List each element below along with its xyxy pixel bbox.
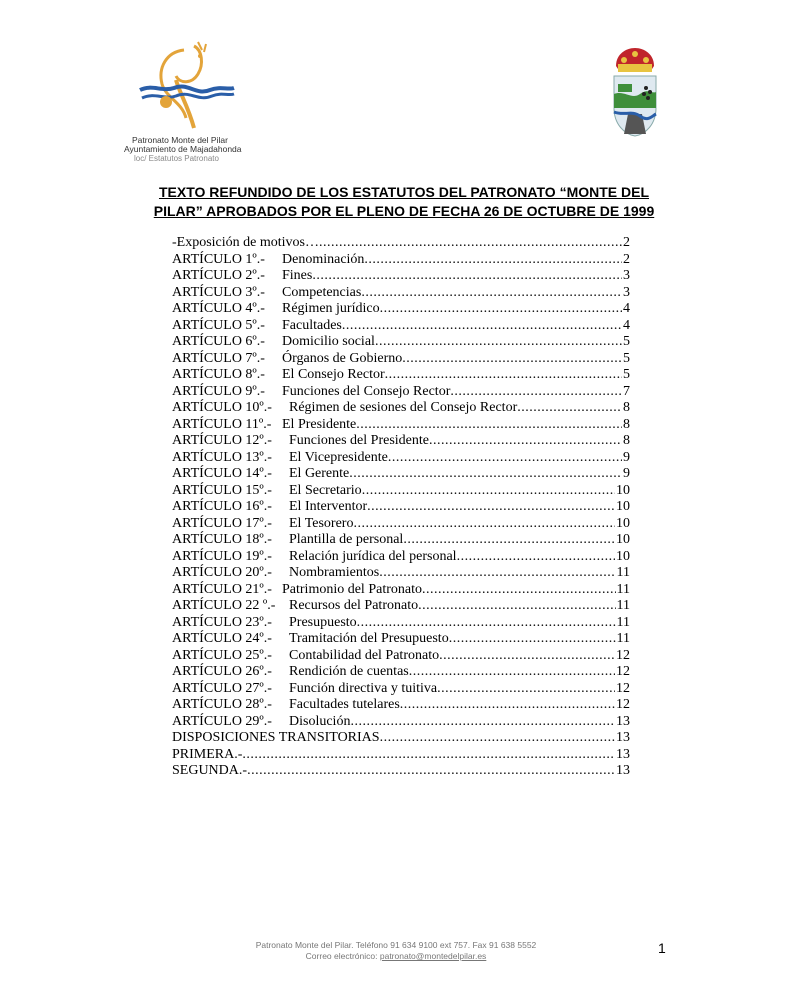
toc-entry-number: ARTÍCULO 18º.- (172, 532, 272, 547)
squirrel-logo-icon (136, 40, 236, 136)
toc-entry-title: Recursos del Patronato (289, 598, 419, 613)
toc-entry[interactable] (172, 549, 630, 566)
toc-entry-page: 8 (623, 400, 630, 415)
toc-leader-dots (418, 598, 615, 615)
table-of-contents (172, 235, 630, 780)
toc-entry-page: 9 (623, 449, 630, 465)
toc-leader-dots (403, 532, 615, 549)
toc-entry-page: 11 (616, 631, 630, 646)
toc-entry-number: ARTÍCULO 10º.- (172, 400, 272, 415)
toc-entry-page: 11 (616, 581, 630, 597)
toc-entry[interactable] (172, 466, 630, 483)
toc-entry-page: 13 (616, 713, 630, 729)
toc-entry[interactable] (172, 730, 630, 747)
toc-entry-page: 12 (616, 647, 630, 663)
logo-line-1: Patronato Monte del Pilar (132, 135, 228, 145)
toc-entry-number: ARTÍCULO 29º.- (172, 713, 272, 729)
toc-entry-page: 13 (616, 746, 630, 762)
document-title (130, 183, 678, 221)
toc-leader-dots (409, 664, 615, 681)
toc-leader-dots (247, 763, 615, 780)
toc-entry-page: 5 (623, 334, 630, 349)
footer-email-line (200, 951, 592, 962)
toc-leader-dots (402, 351, 622, 368)
toc-entry-title: Régimen de sesiones del Consejo Rector (289, 400, 518, 415)
toc-entry[interactable] (172, 318, 630, 335)
toc-entry[interactable] (172, 648, 630, 665)
toc-entry[interactable] (172, 598, 630, 615)
toc-leader-dots (380, 301, 622, 318)
toc-entry-title: El Consejo Rector (282, 367, 385, 382)
toc-leader-dots (429, 433, 622, 450)
toc-entry[interactable] (172, 252, 630, 269)
toc-entry[interactable] (172, 450, 630, 467)
toc-leader-dots (361, 285, 622, 302)
toc-leader-dots (350, 714, 615, 731)
footer-email-link[interactable]: patronato@montedelpilar.es (379, 951, 487, 961)
toc-entry-title: Fines (282, 268, 313, 283)
toc-leader-dots (388, 450, 622, 467)
toc-entry-title: Relación jurídica del personal (289, 548, 457, 564)
toc-entry-number: ARTÍCULO 16º.- (172, 499, 272, 514)
toc-entry-number: ARTÍCULO 27º.- (172, 680, 272, 696)
title-line-2: PILAR” APROBADOS POR EL PLENO DE FECHA 26 DE OCTUBRE DE 1999 (153, 203, 655, 219)
toc-entry-title: Rendición de cuentas (289, 664, 409, 679)
toc-entry-number: ARTÍCULO 24º.- (172, 631, 272, 646)
toc-entry-page: 11 (616, 598, 630, 613)
toc-entry-page: 8 (623, 416, 630, 432)
toc-entry-number: ARTÍCULO 5º.- (172, 317, 265, 333)
toc-leader-dots (242, 747, 615, 764)
toc-entry-page: 4 (623, 301, 630, 316)
toc-entry-title: Función directiva y tuitiva (289, 680, 438, 696)
toc-leader-dots (349, 466, 622, 483)
toc-entry-title: Patrimonio del Patronato (282, 581, 422, 597)
toc-entry[interactable] (172, 697, 630, 714)
toc-entry-page: 10 (616, 532, 630, 547)
toc-entry-page: 7 (623, 383, 630, 399)
toc-leader-dots (385, 367, 622, 384)
toc-entry-title: El Secretario (289, 482, 362, 498)
toc-entry[interactable] (172, 631, 630, 648)
toc-entry-number: ARTÍCULO 28º.- (172, 697, 272, 712)
toc-entry[interactable] (172, 400, 630, 417)
toc-entry[interactable] (172, 714, 630, 731)
toc-entry-page: 10 (616, 548, 630, 564)
toc-entry-number: ARTÍCULO 26º.- (172, 664, 272, 679)
toc-leader-dots (362, 483, 615, 500)
toc-entry-page: 13 (616, 763, 630, 778)
page-number: 1 (658, 940, 666, 956)
toc-entry-page: 12 (616, 680, 630, 696)
toc-entry-page: 13 (616, 730, 630, 745)
toc-entry-number: ARTÍCULO 4º.- (172, 301, 265, 316)
toc-entry[interactable] (172, 483, 630, 500)
document-reference: loc/ Estatutos Patronato (134, 154, 219, 163)
toc-entry-number: ARTÍCULO 8º.- (172, 367, 265, 382)
toc-entry-number: ARTÍCULO 14º.- (172, 466, 272, 481)
toc-entry-number: ARTÍCULO 1º.- (172, 251, 265, 267)
toc-entry-page: 5 (623, 350, 630, 366)
toc-entry[interactable] (172, 615, 630, 632)
toc-entry-number: ARTÍCULO 25º.- (172, 647, 272, 663)
toc-leader-dots (380, 730, 615, 747)
toc-entry-number: ARTÍCULO 3º.- (172, 284, 265, 300)
toc-entry-title: Presupuesto (289, 614, 357, 630)
toc-entry-page: 4 (623, 317, 630, 333)
toc-entry-number: ARTÍCULO 7º.- (172, 350, 265, 366)
toc-entry-number: ARTÍCULO 13º.- (172, 449, 272, 465)
toc-entry-page: 8 (623, 433, 630, 448)
toc-entry-title: Disolución (289, 713, 351, 729)
toc-entry-number: ARTÍCULO 20º.- (172, 565, 272, 580)
toc-entry-title: El Tesorero (289, 515, 354, 531)
toc-entry[interactable] (172, 351, 630, 368)
toc-leader-dots (400, 697, 615, 714)
toc-entry[interactable] (172, 499, 630, 516)
toc-entry-page: 2 (623, 235, 630, 250)
toc-entry[interactable] (172, 582, 630, 599)
toc-entry-title: Régimen jurídico (282, 301, 380, 316)
toc-entry[interactable] (172, 532, 630, 549)
toc-leader-dots (367, 499, 615, 516)
toc-entry-number: ARTÍCULO 2º.- (172, 268, 265, 283)
toc-entry-page: 10 (616, 482, 630, 498)
toc-entry[interactable] (172, 301, 630, 318)
toc-entry[interactable] (172, 747, 630, 764)
toc-entry[interactable] (172, 516, 630, 533)
toc-entry-page: 12 (616, 697, 630, 712)
toc-entry-title: El Presidente (282, 416, 357, 432)
toc-entry-page: 10 (616, 515, 630, 531)
toc-entry[interactable] (172, 417, 630, 434)
toc-entry[interactable] (172, 565, 630, 582)
toc-entry-title: Funciones del Consejo Rector (282, 383, 451, 399)
toc-entry-title: El Vicepresidente (289, 449, 388, 465)
toc-leader-dots (437, 681, 615, 698)
toc-entry-page: 12 (616, 664, 630, 679)
toc-entry-page: 9 (623, 466, 630, 481)
toc-entry[interactable] (172, 681, 630, 698)
toc-entry-number: ARTÍCULO 12º.- (172, 433, 272, 448)
toc-leader-dots (439, 648, 615, 665)
toc-leader-dots (342, 318, 622, 335)
footer-contact: Patronato Monte del Pilar. Teléfono 91 634 9100 ext 757. Fax 91 638 5552 (255, 940, 537, 950)
toc-leader-dots (364, 252, 622, 269)
toc-entry-number: ARTÍCULO 11º.- (172, 416, 272, 432)
toc-entry-number: ARTÍCULO 9º.- (172, 383, 265, 399)
toc-leader-dots (422, 582, 616, 599)
toc-entry[interactable] (172, 384, 630, 401)
toc-entry-page: 11 (616, 565, 630, 580)
toc-entry[interactable] (172, 433, 630, 450)
coat-of-arms-icon (610, 42, 660, 138)
toc-entry-title: Contabilidad del Patronato (289, 647, 440, 663)
toc-leader-dots (450, 384, 622, 401)
toc-leader-dots (357, 615, 616, 632)
toc-entry-number: ARTÍCULO 15º.- (172, 482, 272, 498)
toc-leader-dots (312, 268, 622, 285)
footer-email-label: Correo electrónico: (305, 951, 378, 961)
toc-entry-title: Plantilla de personal (289, 532, 404, 547)
toc-leader-dots (517, 400, 622, 417)
toc-entry-title: SEGUNDA.- (172, 763, 248, 778)
toc-leader-dots (457, 549, 615, 566)
toc-entry-title: Domicilio social (282, 334, 375, 349)
toc-entry-title: El Gerente (289, 466, 350, 481)
toc-leader-dots (375, 334, 622, 351)
toc-entry[interactable] (172, 367, 630, 384)
toc-entry-title: PRIMERA.- (172, 746, 243, 762)
toc-entry-title: Competencias (282, 284, 362, 300)
toc-entry-number: ARTÍCULO 17º.- (172, 515, 272, 531)
toc-entry-title: Órganos de Gobierno (282, 350, 403, 366)
toc-entry-title: -Exposición de motivos… (172, 235, 319, 250)
toc-entry-page: 11 (616, 614, 630, 630)
toc-entry-page: 5 (623, 367, 630, 382)
toc-entry-number: ARTÍCULO 21º.- (172, 581, 272, 597)
toc-entry-number: ARTÍCULO 22 º.- (172, 598, 276, 613)
toc-entry-number: ARTÍCULO 6º.- (172, 334, 265, 349)
toc-entry-title: Nombramientos (289, 565, 380, 580)
toc-entry-title: DISPOSICIONES TRANSITORIAS (172, 730, 380, 745)
toc-entry-page: 3 (623, 284, 630, 300)
toc-entry-title: Tramitación del Presupuesto (289, 631, 449, 646)
logo-line-2: Ayuntamiento de Majadahonda (124, 144, 242, 154)
toc-leader-dots (356, 417, 622, 434)
toc-entry-page: 10 (616, 499, 630, 514)
toc-entry-title: Facultades (282, 317, 342, 333)
title-line-1: TEXTO REFUNDIDO DE LOS ESTATUTOS DEL PATRONATO “MONTE DEL (158, 184, 650, 200)
toc-entry-title: El Interventor (289, 499, 368, 514)
toc-entry[interactable] (172, 334, 630, 351)
page-footer (200, 940, 592, 962)
toc-entry[interactable] (172, 664, 630, 681)
toc-entry[interactable] (172, 763, 630, 780)
toc-entry[interactable] (172, 268, 630, 285)
toc-entry-title: Denominación (282, 251, 365, 267)
toc-leader-dots (353, 516, 615, 533)
patronato-logo (118, 40, 248, 164)
toc-leader-dots (379, 565, 615, 582)
toc-entry-page: 3 (623, 268, 630, 283)
toc-entry-title: Funciones del Presidente (289, 433, 429, 448)
toc-leader-dots (319, 235, 622, 252)
toc-leader-dots (449, 631, 616, 648)
toc-entry-number: ARTÍCULO 23º.- (172, 614, 272, 630)
toc-entry-number: ARTÍCULO 19º.- (172, 548, 272, 564)
toc-entry-title: Facultades tutelares (289, 697, 400, 712)
toc-entry[interactable] (172, 285, 630, 302)
toc-entry[interactable] (172, 235, 630, 252)
toc-entry-page: 2 (623, 251, 630, 267)
